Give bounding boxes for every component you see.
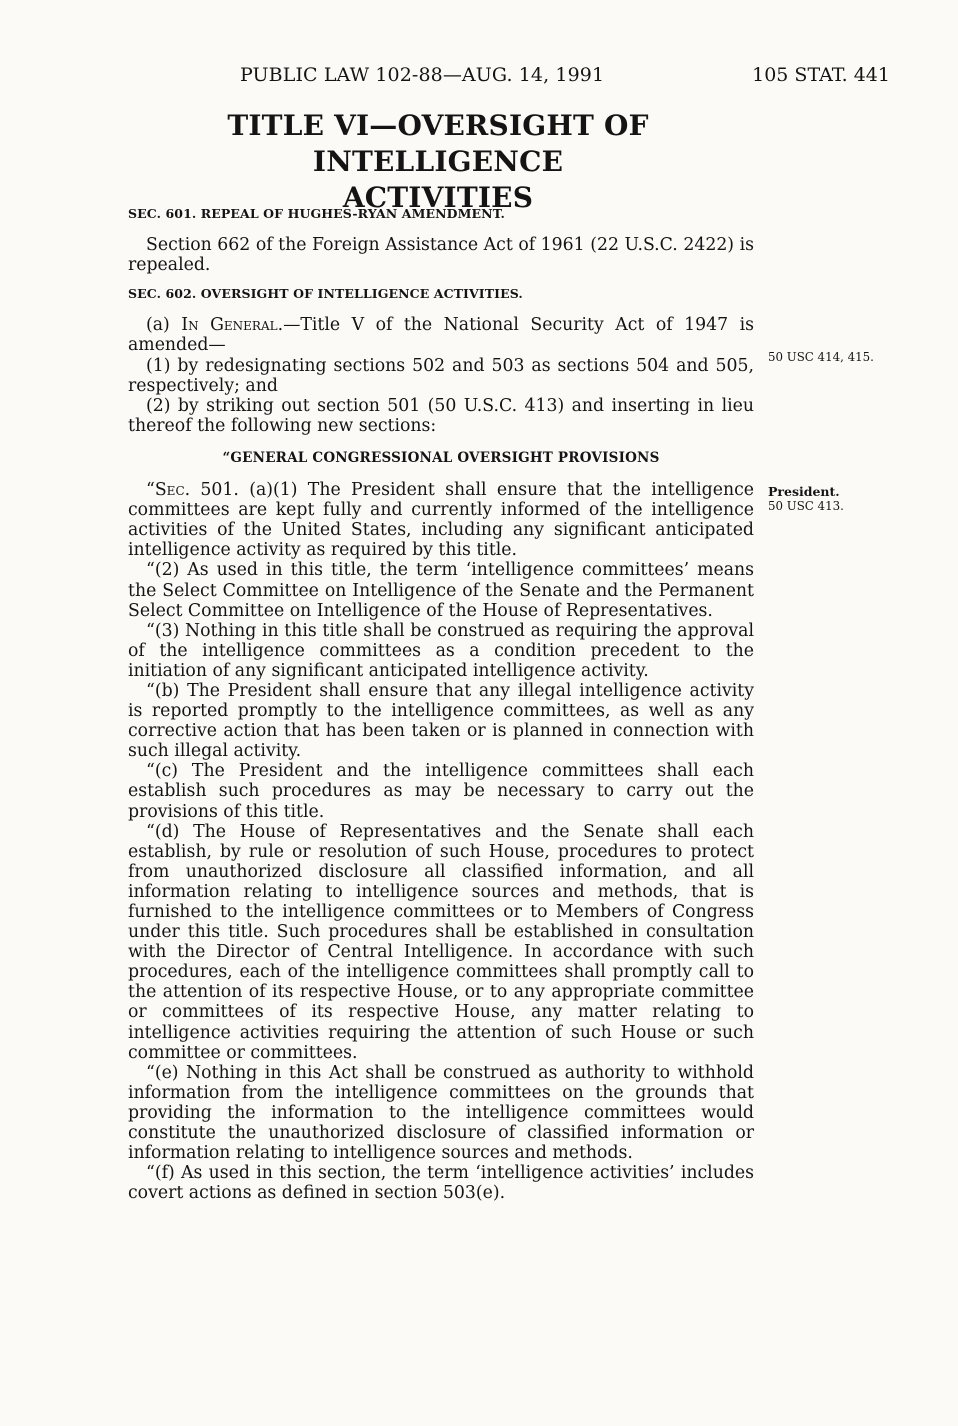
general-oversight-heading: “GENERAL CONGRESSIONAL OVERSIGHT PROVISIONS <box>222 449 660 466</box>
section-602-a <box>128 315 754 355</box>
section-602-a-caption: In General <box>181 315 278 336</box>
section-601-heading: SEC. 601. REPEAL OF HUGHES-RYAN AMENDMENT. <box>128 206 505 221</box>
section-602-a-text: .—Title V of the National Security Act of 1947 is amended— <box>128 315 754 356</box>
running-head <box>0 64 958 90</box>
section-602-a-label: (a) <box>146 315 182 336</box>
margin-note-usc-414: 50 USC 414, 415. <box>768 350 874 364</box>
section-602-item-2: (2) by striking out section 501 (50 U.S.C. 413) and inserting in lieu thereof the following new sections: <box>128 395 754 436</box>
sec-501-e: “(e) Nothing in this Act shall be construed as authority to withhold information from the intelligence committees on the grounds that providing the information to the intelligence committees would constitute the unauthorized disclosure of classified information or information relating to intelligence sources and methods. <box>128 1062 754 1164</box>
sec-501-d: “(d) The House of Representatives and the Senate shall each establish, by rule or resolution of such House, procedures to protect from unauthorized disclosure all classified information, and all information relating to intelligence sources and methods, that is furnished to the intelligence committees or to Members of Congress under this title. Such procedures shall be established in consultation with the Director of Central Intelligence. In accordance with such procedures, each of the intelligence committees shall promptly call to the attention of its respective House, or to any appropriate committee or committees of its respective House, any matter relating to intelligence activities requiring the attention of such House or such committee or committees. <box>128 821 754 1063</box>
margin-note-president <box>768 485 844 513</box>
sec-501-a1 <box>128 480 754 560</box>
sec-501-c: “(c) The President and the intelligence committees shall each establish such procedures as may be necessary to carry out the provisions of this title. <box>128 761 754 822</box>
section-601-text: Section 662 of the Foreign Assistance Act of 1961 (22 U.S.C. 2422) is repealed. <box>128 235 754 276</box>
sec-501-a3: “(3) Nothing in this title shall be construed as requiring the approval of the intelligence committees as a condition precedent to the initiation of any significant anticipated intelligence activity. <box>128 620 754 681</box>
title-line-2: ACTIVITIES <box>342 181 534 214</box>
running-head-left: PUBLIC LAW 102-88—AUG. 14, 1991 <box>240 64 605 86</box>
sec-501-a1-text: . 501. (a)(1) The President shall ensure that the intelligence committees are kept fully and currently informed of the intelligence activities of the United States, including any significant anticipated intelligence activity as required by this title. <box>128 480 754 561</box>
sec-501-sec-label: Sec <box>154 480 185 501</box>
sec-501-b: “(b) The President shall ensure that any illegal intelligence activity is reported promptly to the intelligence committees, as well as any corrective action that has been taken or is planned in connection with such illegal activity. <box>128 680 754 762</box>
sec-501-f: “(f) As used in this section, the term ‘intelligence activities’ includes covert actions as defined in section 503(e). <box>128 1163 754 1204</box>
section-602-item-1: (1) by redesignating sections 502 and 503 as sections 504 and 505, respectively; and <box>128 355 754 396</box>
title-line-1: TITLE VI—OVERSIGHT OF INTELLIGENCE <box>227 109 649 178</box>
section-602-heading: SEC. 602. OVERSIGHT OF INTELLIGENCE ACTIVITIES. <box>128 286 523 302</box>
margin-note-usc-413: 50 USC 413. <box>768 499 844 513</box>
sec-501-open-quote: “ <box>146 480 155 501</box>
sec-501-a2: “(2) As used in this title, the term ‘intelligence committees’ means the Select Committee on Intelligence of the Senate and the Permanent Select Committee on Intelligence of the House of Representatives. <box>128 560 754 621</box>
margin-note-president-label: President. <box>768 484 840 499</box>
running-head-right: 105 STAT. 441 <box>752 64 890 86</box>
document-body <box>128 200 754 1203</box>
